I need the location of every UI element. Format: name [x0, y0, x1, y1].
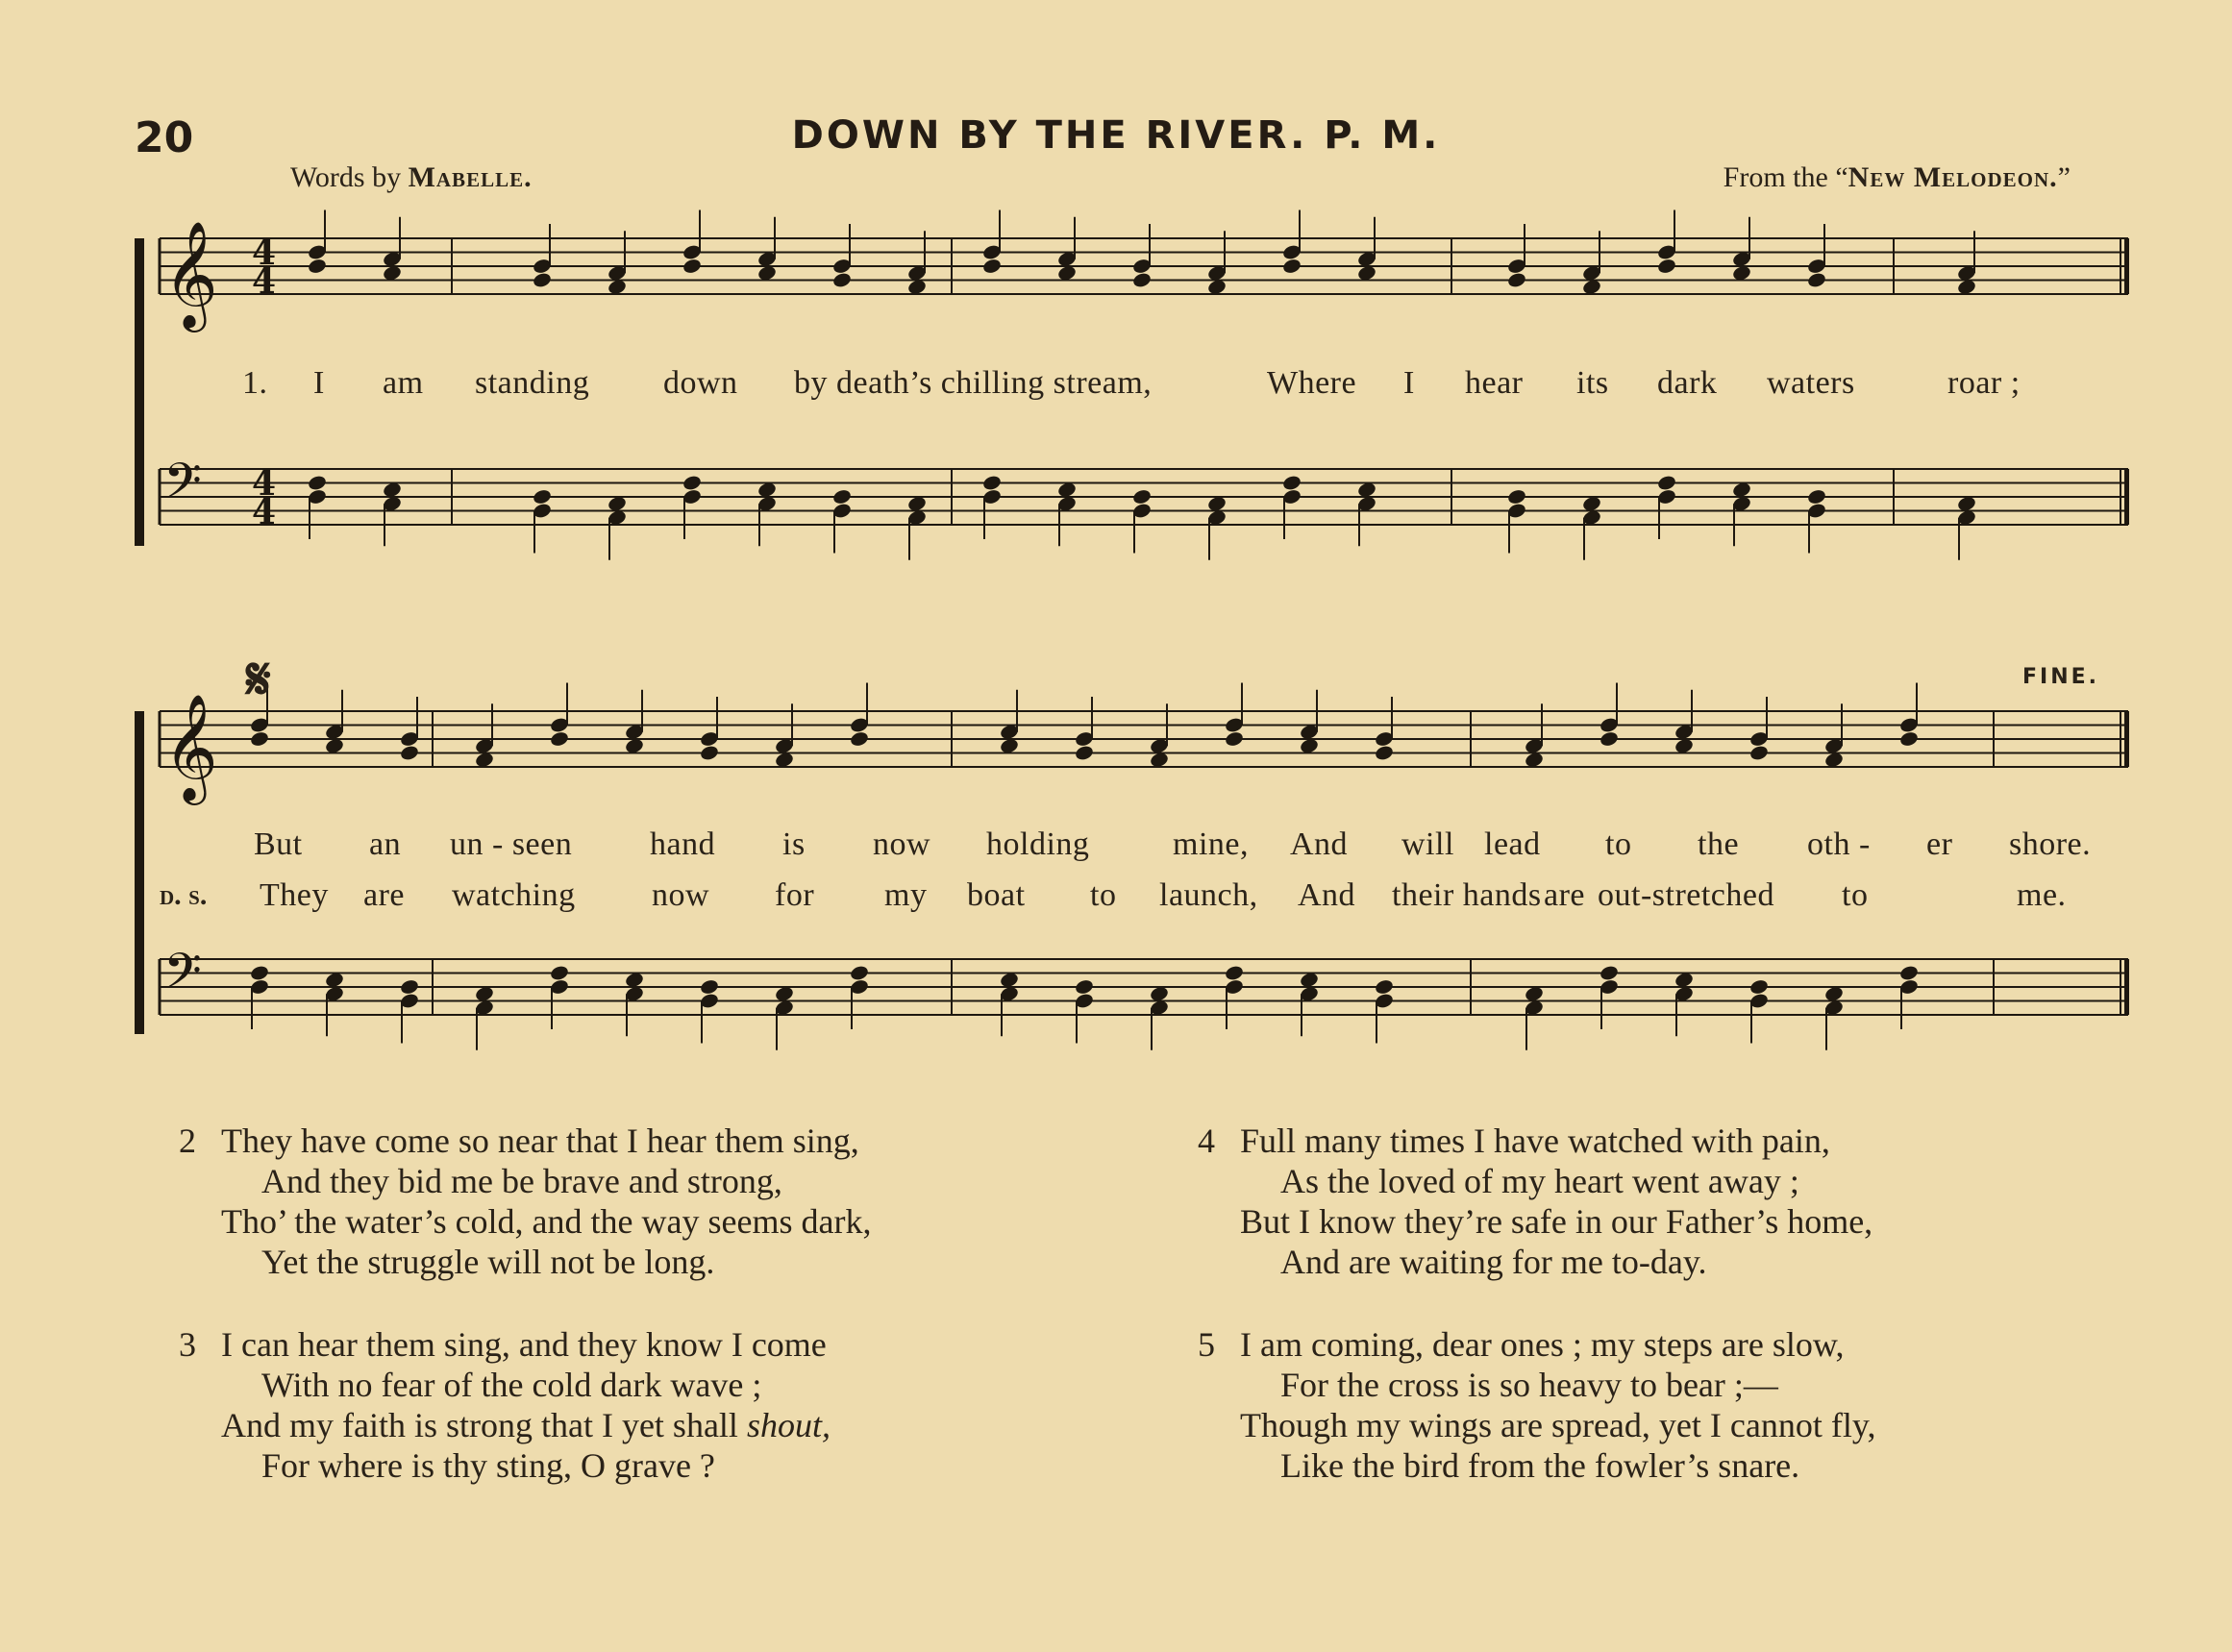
final-barline-thick [2124, 238, 2129, 294]
verse-line: I can hear them sing, and they know I come [221, 1325, 827, 1364]
lyric-syllable: I [1403, 365, 1415, 401]
time-signature-numerator: 4 [252, 233, 277, 273]
verse-line [221, 1405, 831, 1445]
lyric-syllable: They [260, 877, 329, 913]
note-head [1074, 744, 1094, 761]
verse-line: And are waiting for me to-day. [1280, 1243, 1707, 1281]
note-head [699, 978, 719, 996]
lyric-syllable: lead [1484, 826, 1541, 862]
note-head [307, 258, 327, 275]
note-head [849, 964, 869, 981]
lyric-syllable: shore. [2009, 826, 2092, 862]
lyric-syllable: dark [1657, 365, 1718, 401]
lyric-syllable: standing [475, 365, 590, 401]
verse-line: For where is thy sting, O grave ? [261, 1446, 715, 1485]
note-head [1748, 978, 1769, 996]
lyric-syllable: are [363, 877, 406, 913]
verse-line: And they bid me be brave and strong, [261, 1162, 782, 1200]
note-head [1281, 474, 1302, 491]
fine-marking: FINE. [2022, 665, 2100, 689]
note-head [1656, 474, 1676, 491]
verse-line: Though my wings are spread, yet I cannot fly, [1240, 1406, 1876, 1444]
verse-line: Full many times I have watched with pain, [1240, 1122, 1830, 1160]
final-barline-thick [2124, 711, 2129, 767]
note-head [1224, 730, 1244, 748]
segno-sign: 𝄋 [246, 646, 271, 713]
lyric-syllable: an [369, 826, 402, 862]
lyric-syllable: out-stretched [1598, 877, 1774, 913]
verse-number: 5 [1198, 1325, 1215, 1364]
lyric-syllable: me. [2017, 877, 2067, 913]
lyric-syllable: hand [650, 826, 716, 862]
lyric-syllable: watching [452, 877, 576, 913]
verse-4 [1198, 1121, 1873, 1282]
verse-emphasis: shout, [746, 1406, 831, 1444]
lyric-syllable: hear [1465, 365, 1524, 401]
lyric-syllable: And [1290, 826, 1349, 862]
lyric-syllable: waters [1767, 365, 1855, 401]
lyric-syllable: down [663, 365, 738, 401]
lyric-syllable: Where [1267, 365, 1357, 401]
lyric-syllable: their hands [1392, 877, 1542, 913]
source-credit-suffix: ” [2057, 161, 2071, 193]
final-barline-thick [2124, 469, 2129, 525]
lyric-syllable: to [1090, 877, 1117, 913]
note-head [1898, 730, 1919, 748]
system-bracket [135, 238, 144, 546]
lyric-syllable: And [1298, 877, 1356, 913]
note-head [1599, 730, 1619, 748]
lyric-syllable: now [873, 826, 931, 862]
bass-clef-icon: 𝄢 [163, 942, 202, 1012]
lyric-syllable: now [652, 877, 710, 913]
lyric-syllable: am [383, 365, 424, 401]
words-credit-author: Mabelle. [408, 161, 533, 193]
note-head [1074, 978, 1094, 996]
lyric-syllable: its [1576, 365, 1609, 401]
note-head [532, 488, 552, 505]
note-head [1374, 744, 1394, 761]
note-head [1806, 271, 1826, 288]
note-head [1281, 258, 1302, 275]
lyric-syllable: mine, [1173, 826, 1249, 862]
lyric-syllable: launch, [1159, 877, 1258, 913]
note-head [1131, 271, 1152, 288]
final-barline-thick [2124, 959, 2129, 1015]
verse-5 [1198, 1324, 1876, 1486]
note-head [1599, 964, 1619, 981]
note-head [1506, 271, 1526, 288]
lyric-syllable: oth - [1807, 826, 1871, 862]
page-number: 20 [135, 113, 194, 162]
lyric-syllable: my [884, 877, 928, 913]
system-bracket [135, 711, 144, 1034]
verse-line: Like the bird from the fowler’s snare. [1280, 1446, 1800, 1485]
lyric-syllable: un - seen [450, 826, 573, 862]
time-signature-denominator: 4 [252, 492, 277, 532]
source-credit-prefix: From the “ [1723, 161, 1848, 193]
verse-2 [179, 1121, 872, 1282]
lyric-syllable: boat [967, 877, 1026, 913]
lyric-syllable: will [1401, 826, 1454, 862]
note-head [981, 258, 1002, 275]
words-credit-prefix: Words by [290, 161, 402, 193]
verse-line-text: And my faith is strong that I yet shall [221, 1406, 738, 1444]
song-title: DOWN BY THE RIVER. P. M. [791, 113, 1441, 158]
note-head [532, 271, 552, 288]
verse-3 [179, 1324, 831, 1486]
time-signature-numerator: 4 [252, 463, 277, 504]
lyric-syllable: is [782, 826, 806, 862]
verse-line: For the cross is so heavy to bear ;— [1280, 1366, 1778, 1404]
verse-number: 2 [179, 1122, 196, 1160]
lyric-syllable: by death’s chilling stream, [794, 365, 1153, 401]
verse-line: As the loved of my heart went away ; [1280, 1162, 1799, 1200]
note-head [1898, 964, 1919, 981]
lyric-syllable: But [254, 826, 303, 862]
verse-line: I am coming, dear ones ; my steps are slow, [1240, 1325, 1845, 1364]
verse-line: They have come so near that I hear them sing, [221, 1122, 859, 1160]
dal-segno-label: d. s. [160, 879, 208, 911]
note-head [831, 488, 852, 505]
note-head [399, 744, 419, 761]
note-head [249, 964, 269, 981]
lyric-syllable: roar ; [1947, 365, 2021, 401]
note-head [249, 730, 269, 748]
lyric-syllable: I [313, 365, 325, 401]
verse-line: But I know they’re safe in our Father’s home, [1240, 1202, 1873, 1241]
verse-line: Yet the struggle will not be long. [261, 1243, 715, 1281]
lyric-syllable: the [1698, 826, 1740, 862]
note-head [1224, 964, 1244, 981]
note-head [1506, 488, 1526, 505]
note-head [682, 258, 702, 275]
note-head [831, 271, 852, 288]
treble-clef-icon: 𝄞 [163, 693, 218, 801]
bass-clef-icon: 𝄢 [163, 452, 202, 522]
note-head [849, 730, 869, 748]
lyric-syllable: are [1544, 877, 1586, 913]
note-head [549, 730, 569, 748]
treble-clef-icon: 𝄞 [163, 220, 218, 328]
lyric-syllable: to [1842, 877, 1869, 913]
note-head [1656, 258, 1676, 275]
note-head [1131, 488, 1152, 505]
lyric-syllable: to [1605, 826, 1632, 862]
verse-line: With no fear of the cold dark wave ; [261, 1366, 762, 1404]
verse-number: 3 [179, 1325, 196, 1364]
note-head [549, 964, 569, 981]
note-head [1374, 978, 1394, 996]
note-head [1748, 744, 1769, 761]
lyric-syllable: holding [986, 826, 1090, 862]
verse-number: 4 [1198, 1122, 1215, 1160]
note-head [399, 978, 419, 996]
lyric-syllable: er [1926, 826, 1953, 862]
lyric-syllable: 1. [242, 365, 268, 401]
verse-line: Tho’ the water’s cold, and the way seems dark, [221, 1202, 872, 1241]
note-head [682, 474, 702, 491]
lyric-syllable: for [775, 877, 815, 913]
note-head [1806, 488, 1826, 505]
time-signature-denominator: 4 [252, 261, 277, 302]
note-head [307, 474, 327, 491]
note-head [981, 474, 1002, 491]
note-head [699, 744, 719, 761]
source-credit-name: New Melodeon. [1848, 161, 2058, 193]
